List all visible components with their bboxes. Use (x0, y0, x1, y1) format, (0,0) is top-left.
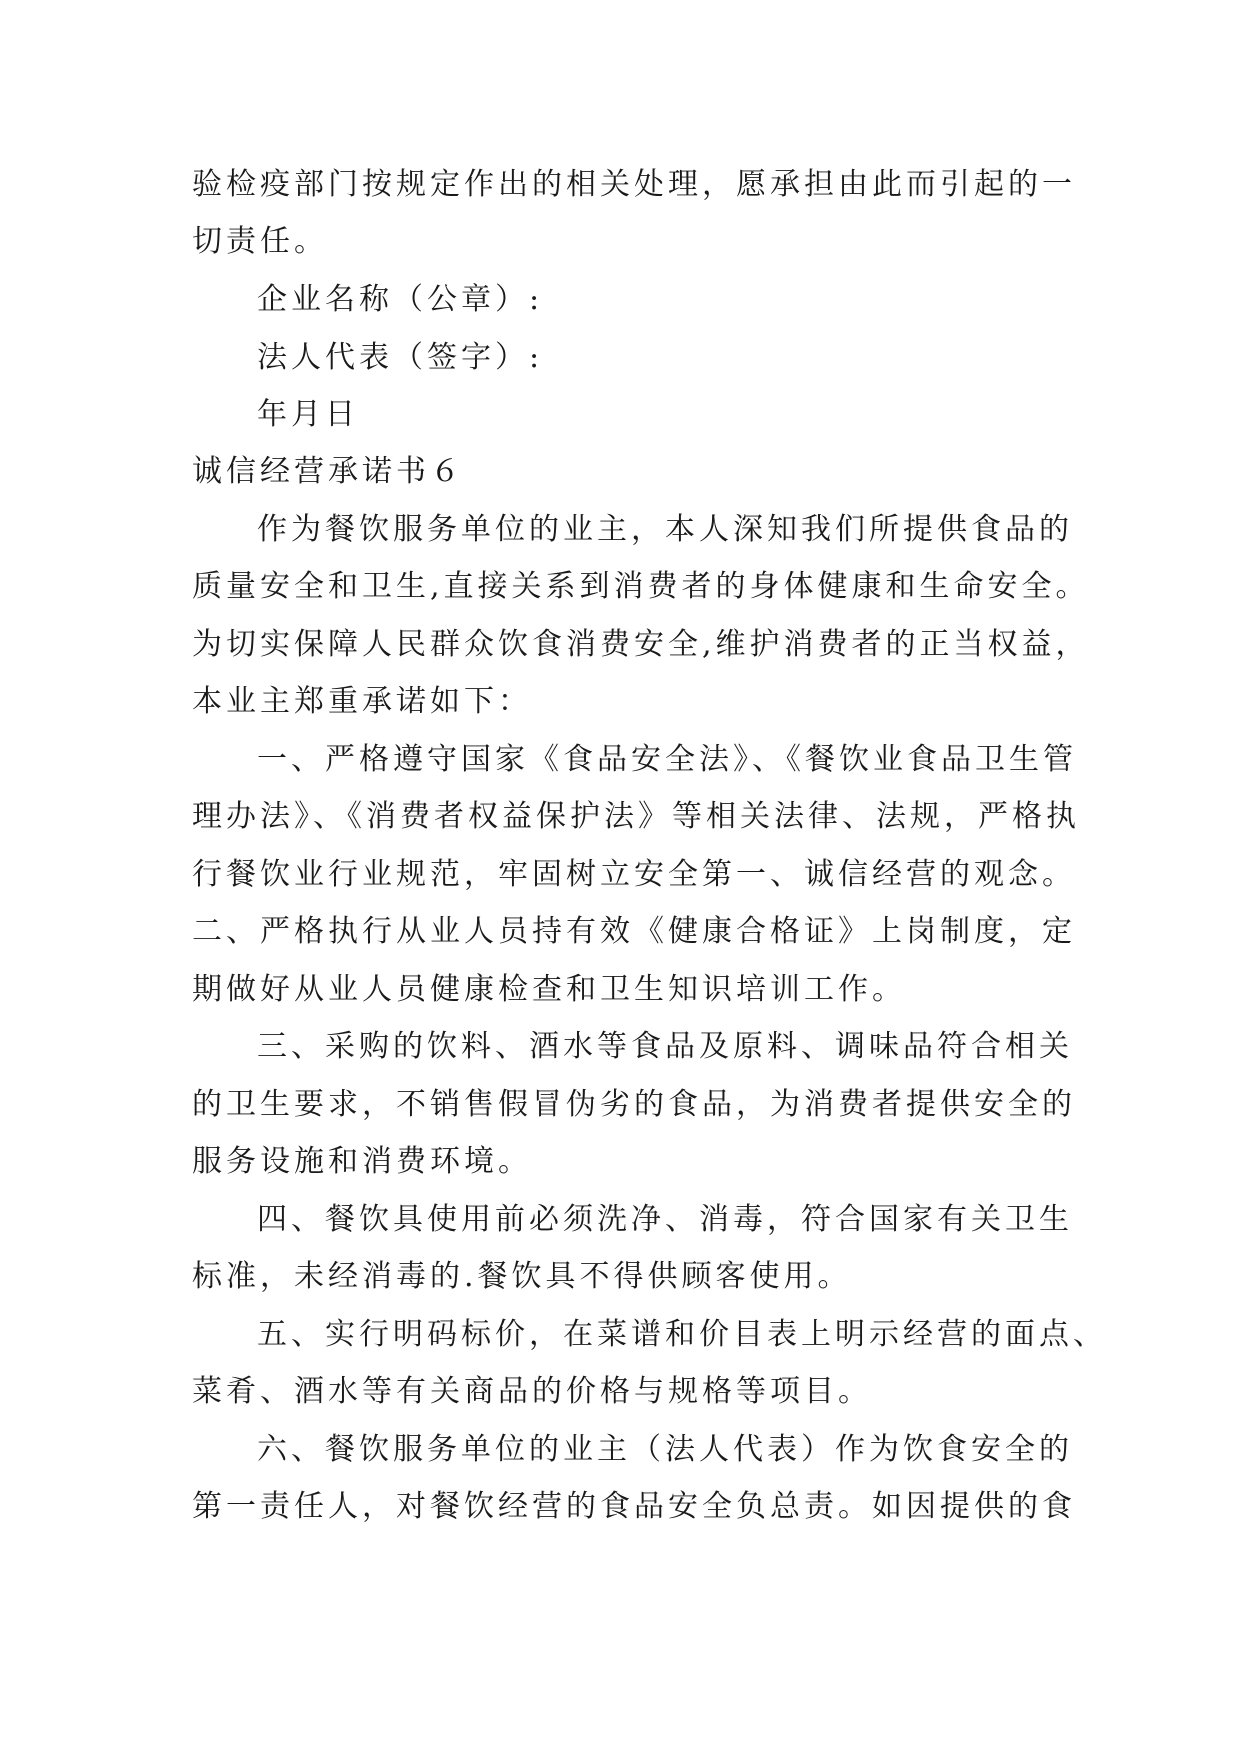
text-line-23: 六、餐饮服务单位的业主（法人代表）作为饮食安全的 (257, 1432, 1073, 1467)
text-line-16: 三、采购的饮料、酒水等食品及原料、调味品符合相关 (257, 1029, 1073, 1064)
legal-rep-line: 法人代表（签字）: (257, 340, 544, 375)
text-line-22: 菜肴、酒水等有关商品的价格与规格等项目。 (192, 1374, 872, 1409)
text-line-7: 作为餐饮服务单位的业主，本人深知我们所提供食品的 (257, 512, 1073, 547)
text-line-9: 为切实保障人民群众饮食消费安全,维护消费者的正当权益， (192, 627, 1090, 662)
section-heading: 诚信经营承诺书６ (192, 454, 464, 489)
text-line-2: 切责任。 (192, 224, 328, 259)
text-line-20: 标准，未经消毒的.餐饮具不得供顾客使用。 (192, 1259, 852, 1294)
company-name-line: 企业名称（公章）: (257, 282, 544, 317)
text-line-24: 第一责任人，对餐饮经营的食品安全负总责。如因提供的食 (192, 1489, 1076, 1524)
text-line-13: 行餐饮业行业规范，牢固树立安全第一、诚信经营的观念。 (192, 857, 1076, 892)
text-line-19: 四、餐饮具使用前必须洗净、消毒，符合国家有关卫生 (257, 1202, 1073, 1237)
text-line-14: 二、严格执行从业人员持有效《健康合格证》上岗制度，定 (192, 914, 1076, 949)
date-line: 年月日 (257, 397, 359, 432)
text-line-15: 期做好从业人员健康检查和卫生知识培训工作。 (192, 972, 906, 1007)
text-line-12: 理办法》、《消费者权益保护法》等相关法律、法规，严格执 (192, 799, 1080, 834)
text-line-11: 一、严格遵守国家《食品安全法》、《餐饮业食品卫生管 (257, 742, 1077, 777)
text-line-17: 的卫生要求，不销售假冒伪劣的食品，为消费者提供安全的 (192, 1087, 1076, 1122)
text-line-21: 五、实行明码标价，在菜谱和价目表上明示经营的面点、 (257, 1317, 1107, 1352)
text-line-18: 服务设施和消费环境。 (192, 1144, 532, 1179)
text-line-10: 本业主郑重承诺如下： (192, 684, 532, 719)
text-line-8: 质量安全和卫生,直接关系到消费者的身体健康和生命安全。 (192, 569, 1090, 604)
text-line-1: 验检疫部门按规定作出的相关处理，愿承担由此而引起的一 (192, 167, 1076, 202)
